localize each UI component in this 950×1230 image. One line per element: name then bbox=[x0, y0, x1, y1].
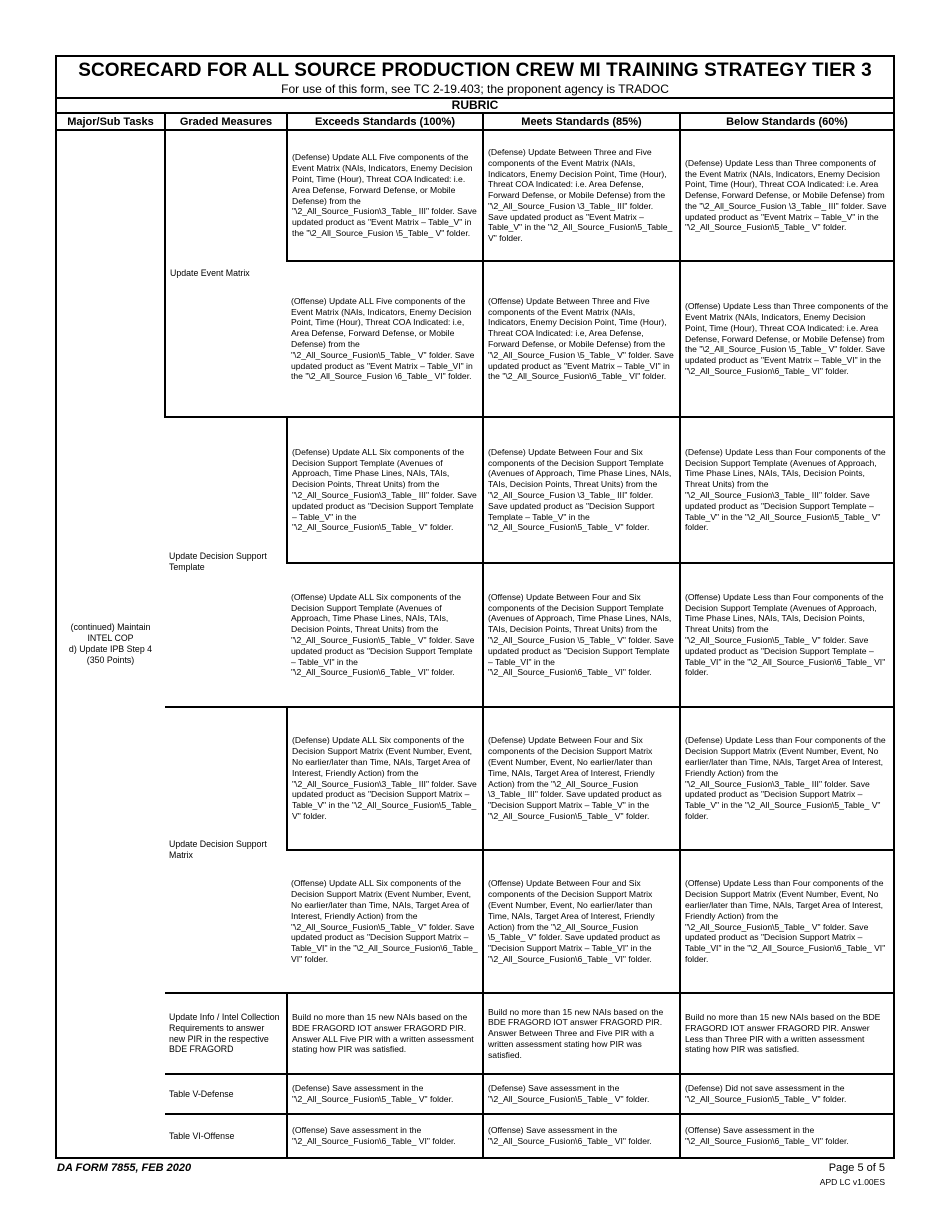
col-header-tasks: Major/Sub Tasks bbox=[57, 114, 165, 130]
meets-cell: (Defense) Update Between Three and Five components of the Event Matrix (NAIs, Indicators, Enemy Decision Point, Time (Hour), Threat COA Indicated: i.e. Area Defense, Forward Defense, or Mobile Defense) from the "\2_All_Source_Fusion \3_Table_ III" folder. Save updated product as "Event Matrix – Table_V" in the "\2_All_Source_Fusion\5_Table_ V" folder. bbox=[483, 130, 680, 261]
measure-event-matrix: Update Event Matrix bbox=[165, 130, 287, 417]
meets-cell: (Offense) Update Between Four and Six components of the Decision Support Matrix (Event Number, Event, No earlier/later than Time, NAIs, Target Area of Interest, Friendly Action) from the "\2_All_Source_Fusion \5_Table_ V" folder. Save updated product as "Decision Support Matrix – Table_VI" in the "\2_All_Source_Fusion\6_Table_ VI" folder. bbox=[483, 850, 680, 993]
task-line: (continued) Maintain bbox=[70, 622, 151, 633]
col-header-exceeds: Exceeds Standards (100%) bbox=[287, 114, 483, 130]
page-number: Page 5 of 5 bbox=[828, 1162, 885, 1174]
version-label: APD LC v1.00ES bbox=[819, 1177, 885, 1187]
major-task-cell bbox=[57, 130, 165, 1157]
measure-info-collection: Update Info / Intel Collection Requirements to answer new PIR in the respective BDE FRAGORD bbox=[165, 993, 287, 1074]
below-cell: (Offense) Update Less than Three components of the Event Matrix (NAIs, Indicators, Enemy Decision Point, Time (Hour), Threat COA Indicated: i.e. Area Defense, Forward Defense, or Mobile Defense) from the "\2_All_Source_Fusion \5_Table_ V" folder. Save updated product as "Event Matrix – Table_VI" in the "\2_All_Source_Fusion\6_Table_ VI" folder. bbox=[680, 261, 893, 417]
measure-table-v: Table V-Defense bbox=[165, 1074, 287, 1114]
meets-cell: (Offense) Update Between Three and Five components of the Event Matrix (NAIs, Indicators, Enemy Decision Point, Time (Hour), Threat COA Indicated: i.e, Area Defense, Forward Defense, or Mobile Defense) from the "\2_All_Source_Fusion \5_Table_ V" folder. Save updated product as "Event Matrix – Table_VI" in the "\2_All_Source_Fusion\6_Table_ VI" folder. bbox=[483, 261, 680, 417]
below-cell: (Defense) Update Less than Four components of the Decision Support Matrix (Event Number, Event, No earlier/later than Time, NAIs, Target Area of Interest, Friendly Action) from the "\2_All_Source_Fusion\3_Table_ III" folder. Save updated product as "Decision Support Matrix – Table_V" in the "\2_All_Source_Fusion\5_Table_ V" folder. bbox=[680, 707, 893, 850]
below-cell: (Offense) Update Less than Four components of the Decision Support Matrix (Event Number, Event, No earlier/later than Time, NAIs, Target Area of Interest, Friendly Action) from the "\2_All_Source_Fusion\5_Table_ V" folder. Save updated product as "Decision Support Matrix – Table_VI" in the "\2_All_Source_Fusion\6_Table_ VI" folder. bbox=[680, 850, 893, 993]
col-header-measures: Graded Measures bbox=[165, 114, 287, 130]
table-row bbox=[57, 707, 893, 850]
exceeds-cell: Build no more than 15 new NAIs based on the BDE FRAGORD IOT answer FRAGORD PIR. Answer ALL Five PIR with a written assessment stating how PIR was satisfied. bbox=[287, 993, 483, 1074]
meets-cell: (Defense) Save assessment in the "\2_All_Source_Fusion\5_Table_ V" folder. bbox=[483, 1074, 680, 1114]
below-cell: Build no more than 15 new NAIs based on the BDE FRAGORD IOT answer FRAGORD PIR. Answer Less than Three PIR with a written assessment stating how PIR was satisfied. bbox=[680, 993, 893, 1074]
exceeds-cell: (Offense) Save assessment in the "\2_All_Source_Fusion\6_Table_ VI" folder. bbox=[287, 1114, 483, 1157]
below-cell: (Offense) Save assessment in the "\2_All_Source_Fusion\6_Table_ VI" folder. bbox=[680, 1114, 893, 1157]
exceeds-cell: (Defense) Update ALL Five components of the Event Matrix (NAIs, Indicators, Enemy Decision Point, Time (Hour), Threat COA Indicated: i.e. Area Defense, Forward Defense, or Mobile Defense) from the "\2_All_Source_Fusion\3_Table_ III" folder. Save updated product as "Event Matrix – Table_V" in the "\2_All_Source_Fusion \5_Table_ V" folder. bbox=[287, 130, 483, 261]
measure-dsm: Update Decision Support Matrix bbox=[165, 707, 287, 993]
task-line: INTEL COP bbox=[87, 633, 134, 644]
meets-cell: (Offense) Update Between Four and Six components of the Decision Support Template (Avenues of Approach, Time Phase Lines, NAIs, TAIs, Decision Points, Threat Units) from the "\2_All_Source_Fusion \5_Table_ V" folder. Save updated product as "Decision Support Template – Table_VI" in the "\2_All_Source_Fusion\6_Table_ VI" folder. bbox=[483, 563, 680, 707]
col-header-meets: Meets Standards (85%) bbox=[483, 114, 680, 130]
exceeds-cell: (Offense) Update ALL Six components of the Decision Support Template (Avenues of Approach, Time Phase Lines, NAIs, TAIs, Decision Points, Threat Units) from the "\2_All_Source_Fusion\5_Table_ V" folder. Save updated product as "Decision Support Template – Table_VI" in the "\2_All_Source_Fusion\6_Table_ VI" folder. bbox=[287, 563, 483, 707]
below-cell: (Defense) Update Less than Four components of the Decision Support Template (Avenues of Approach, Time Phase Lines, NAIs, TAIs, Decision Points, Threat Units) from the "\2_All_Source_Fusion\3_Table_ III" folder. Save updated product as "Decision Support Template – Table_V" in the "\2_All_Source_Fusion\5_Table_ V" folder. bbox=[680, 417, 893, 563]
meets-cell: (Defense) Update Between Four and Six components of the Decision Support Template (Avenues of Approach, Time Phase Lines, NAIs, TAIs, Decision Points, Threat Units) from the "\2_All_Source_Fusion \3_Table_ III" folder. Save updated product as "Decision Support Template – Table_V" in the "\2_All_Source_Fusion\5_Table_ V" folder. bbox=[483, 417, 680, 563]
task-line: (350 Points) bbox=[86, 654, 135, 665]
exceeds-cell: (Defense) Save assessment in the "\2_All_Source_Fusion\5_Table_ V" folder. bbox=[287, 1074, 483, 1114]
task-line: d) Update IPB Step 4 bbox=[68, 644, 153, 654]
table-row bbox=[57, 993, 893, 1074]
table-row bbox=[57, 417, 893, 563]
rubric-table bbox=[57, 114, 893, 1157]
scorecard-form bbox=[55, 55, 895, 1159]
rubric-heading: RUBRIC bbox=[57, 97, 893, 114]
measure-dst: Update Decision Support Template bbox=[165, 417, 287, 707]
exceeds-cell: (Defense) Update ALL Six components of the Decision Support Matrix (Event Number, Event, No earlier/later than Time, NAIs, Target Area of Interest, Friendly Action) from the "\2_All_Source_Fusion\3_Table_ III" folder. Save updated product as "Decision Support Matrix – Table_V" in the "\2_All_Source_Fusion\5_Table_ V" folder. bbox=[287, 707, 483, 850]
col-header-below: Below Standards (60%) bbox=[680, 114, 893, 130]
form-number: DA FORM 7855, FEB 2020 bbox=[57, 1162, 192, 1174]
below-cell: (Offense) Update Less than Four components of the Decision Support Template (Avenues of Approach, Time Phase Lines, NAIs, TAIs, Decision Points, Threat Units) from the "\2_All_Source_Fusion\5_Table_ V" folder. Save updated product as "Decision Support Template – Table_VI" in the "\2_All_Source_Fusion\6_Table_ VI" folder. bbox=[680, 563, 893, 707]
form-subtitle: For use of this form, see TC 2-19.403; the proponent agency is TRADOC bbox=[281, 82, 669, 96]
form-title: SCORECARD FOR ALL SOURCE PRODUCTION CREW MI TRAINING STRATEGY TIER 3 bbox=[78, 60, 872, 81]
exceeds-cell: (Offense) Update ALL Five components of the Event Matrix (NAIs, Indicators, Enemy Decision Point, Time (Hour), Threat COA Indicated: i.e, Area Defense, Forward Defense, or Mobile Defense) from the "\2_All_Source_Fusion\5_Table_ V" folder. Save updated product as "Event Matrix – Table_VI" in the "\2_All_Source_Fusion \6_Table_ VI" folder. bbox=[287, 261, 483, 417]
below-cell: (Defense) Update Less than Three components of the Event Matrix (NAIs, Indicators, Enemy Decision Point, Time (Hour), Threat COA Indicated: i.e. Area Defense, Forward Defense, or Mobile Defense) from the "\2_All_Source_Fusion \3_Table_ III" folder. Save updated product as "Event Matrix – Table_V" in the "\2_All_Source_Fusion\5_Table_ V" folder. bbox=[680, 130, 893, 261]
table-header-row bbox=[57, 114, 893, 130]
measure-table-vi: Table VI-Offense bbox=[165, 1114, 287, 1157]
table-row bbox=[57, 130, 893, 261]
exceeds-cell: (Offense) Update ALL Six components of the Decision Support Matrix (Event Number, Event, No earlier/later than Time, NAIs, Target Area of Interest, Friendly Action) from the "\2_All_Source_Fusion\5_Table_ V" folder. Save updated product as "Decision Support Matrix – Table_VI" in the "\2_All_Source_Fusion\6_Table_ VI" folder. bbox=[287, 850, 483, 993]
meets-cell: (Defense) Update Between Four and Six components of the Decision Support Matrix (Event Number, Event, No earlier/later than Time, NAIs, Target Area of Interest, Friendly Action) from the "\2_All_Source_Fusion \3_Table_ III" folder. Save updated product as "Decision Support Matrix – Table_V" in the "\2_All_Source_Fusion\5_Table_ V" folder. bbox=[483, 707, 680, 850]
meets-cell: (Offense) Save assessment in the "\2_All_Source_Fusion\6_Table_ VI" folder. bbox=[483, 1114, 680, 1157]
below-cell: (Defense) Did not save assessment in the "\2_All_Source_Fusion\5_Table_ V" folder. bbox=[680, 1074, 893, 1114]
table-row bbox=[57, 1074, 893, 1114]
table-row bbox=[57, 1114, 893, 1157]
exceeds-cell: (Defense) Update ALL Six components of the Decision Support Template (Avenues of Approach, Time Phase Lines, NAIs, TAIs, Decision Points, Threat Units) from the "\2_All_Source_Fusion\3_Table_ III" folder. Save updated product as "Decision Support Template – Table_V" in the "\2_All_Source_Fusion\5_Table_ V" folder. bbox=[287, 417, 483, 563]
meets-cell: Build no more than 15 new NAIs based on the BDE FRAGORD IOT answer FRAGORD PIR. Answer Between Three and Five PIR with a written assessment stating how PIR was satisfied. bbox=[483, 993, 680, 1074]
